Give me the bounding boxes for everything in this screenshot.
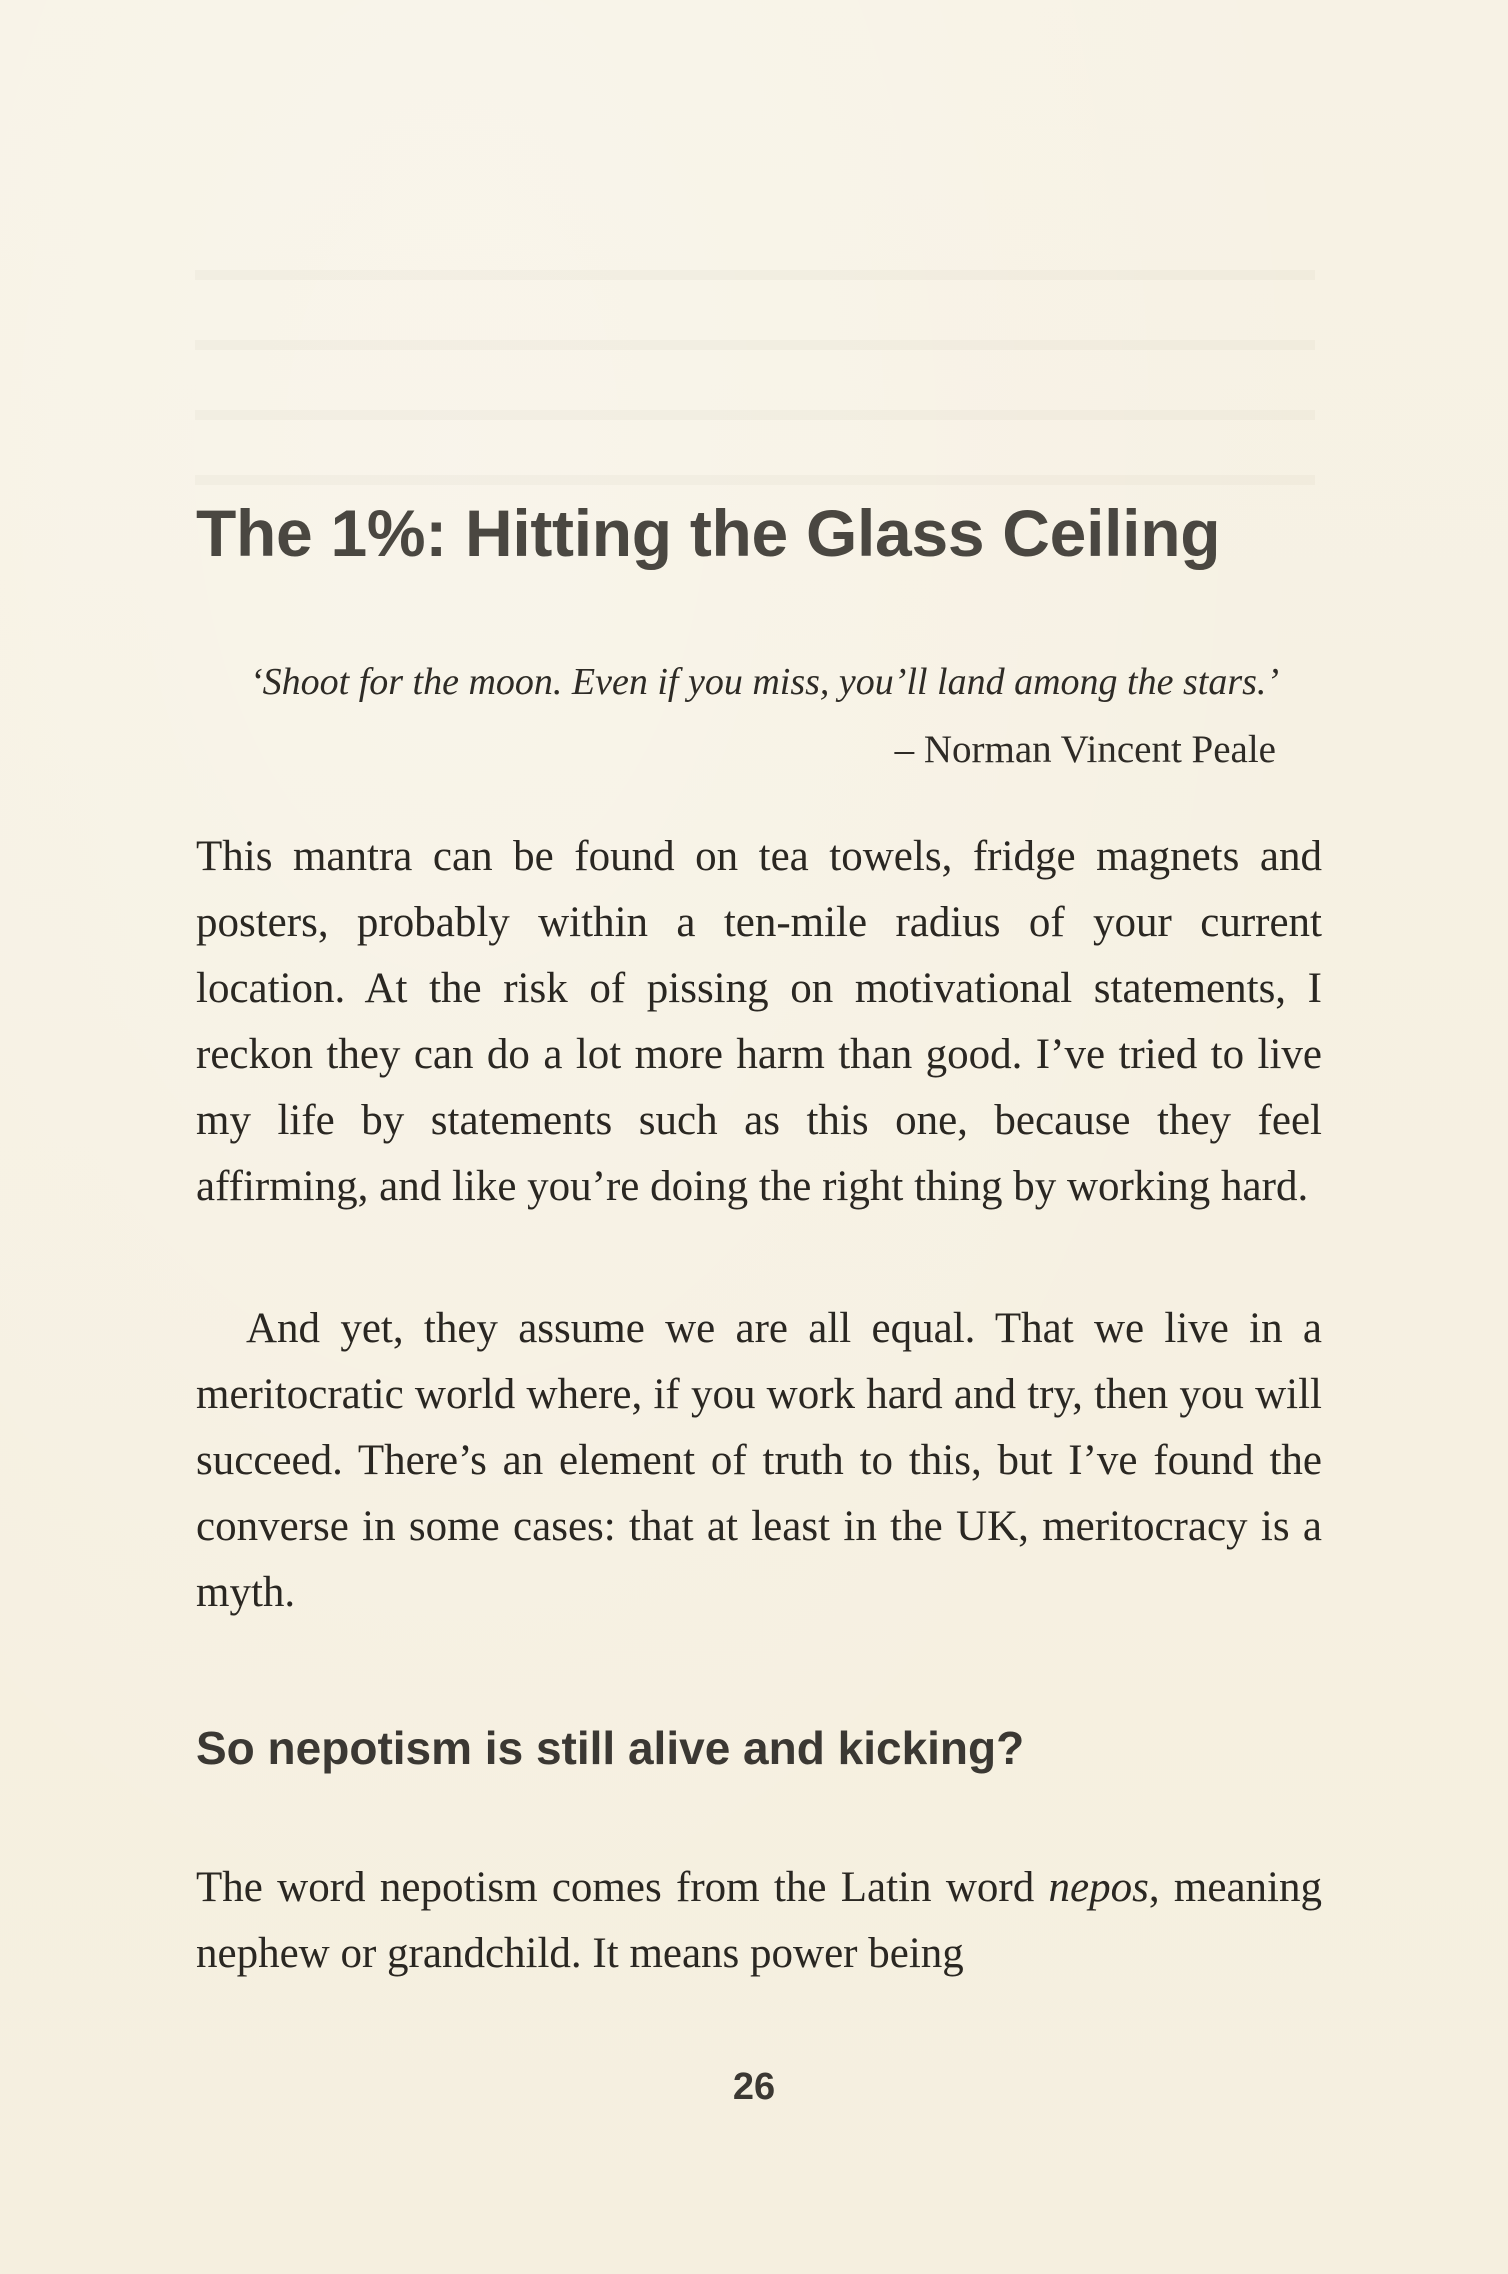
body-paragraph: This mantra can be found on tea towels, fridge magnets and posters, probably within a ten-mile radius of your current location. At the risk of pissing on motivational statements, I reckon they can do a lot more harm than good. I’ve tried to live my life by statements such as this one, because they feel affirming, and like you’re doing the right thing by working hard.	[196, 833, 1322, 1210]
chapter-title: The 1%: Hitting the Glass Ceiling	[196, 496, 1221, 570]
epigraph-quote: ‘Shoot for the moon. Even if you miss, you’ll land among the stars.’	[250, 661, 1280, 703]
bleed-through-line	[195, 270, 1315, 280]
bleed-through-line	[195, 410, 1315, 420]
body-paragraph	[196, 1855, 1322, 1987]
page-number: 26	[732, 2066, 776, 2108]
bleed-through-line	[195, 340, 1315, 350]
bleed-through-line	[195, 475, 1315, 485]
paragraph-text: The word nepotism comes from the Latin word	[196, 1864, 1049, 1911]
paragraph-text: , meaning nephew or grandchild. It means power being	[196, 1864, 1322, 1977]
epigraph-attribution: – Norman Vincent Peale	[894, 728, 1276, 771]
latin-term: nepos	[1048, 1864, 1149, 1911]
section-heading: So nepotism is still alive and kicking?	[196, 1722, 1025, 1774]
body-paragraph: And yet, they assume we are all equal. That we live in a meritocratic world where, if you work hard and try, then you will succeed. There’s an element of truth to this, but I’ve found the converse in some cases: that at least in the UK, meritocracy is a myth.	[196, 1305, 1322, 1616]
